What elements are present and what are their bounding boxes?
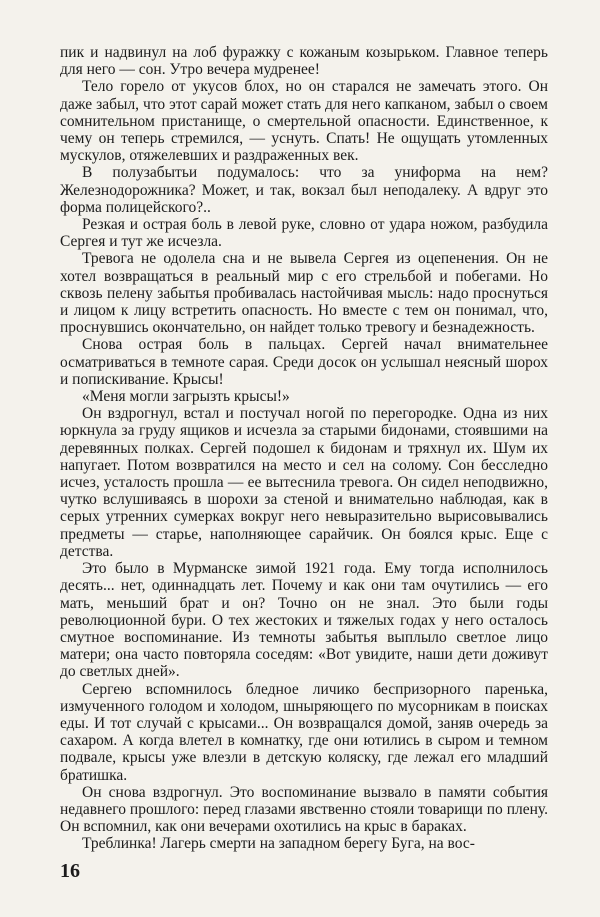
paragraph-11: Он снова вздрогнул. Это воспоминание вызвало в памяти события недавнего прошлого: перед глазами явственно стояли товарищи по плену. Он вспомнил, как они вечерами охотились на крыс в бараках.	[60, 783, 548, 836]
paragraph-7: «Меня могли загрызть крысы!»	[82, 388, 290, 406]
paragraph-4: Резкая и острая боль в левой руке, словно от удара ножом, разбудила Сергея и тут же исчезла.	[60, 216, 548, 251]
paragraph-3: В полузабытьи подумалось: что за униформа на нем? Железнодорожника? Может, и так, вокзал был неподалеку. А вдруг это форма полицейского?..	[60, 164, 548, 216]
paragraph-12: Треблинка! Лагерь смерти на западном берегу Буга, на вос-	[82, 835, 475, 853]
paragraph-9: Это было в Мурманске зимой 1921 года. Ему тогда исполнилось десять... нет, одиннадцать лет. Почему и как они там очутились — его мать, меньший брат и он? Точно он не знал. Это были годы революционной бури. О тех жестоких и тяжелых годах у него осталось смутное воспоминание. Из темноты забытья выплыло светлое лицо матери; она часто повторяла соседям: «Вот увидите, наши дети доживут до светлых дней».	[60, 560, 548, 681]
paragraph-2: Тело горело от укусов блох, но он старался не замечать этого. Он даже забыл, что этот сарай может стать для него капканом, забыл о своем сомнительном пристанище, о смертельной опасности. Единственное, к чему он теперь стремился, — уснуть. Спать! Не ощущать утомленных мускулов, отяжелевших и раздраженных век.	[60, 78, 548, 165]
paragraph-5: Тревога не одолела сна и не вывела Сергея из оцепенения. Он не хотел возвращаться в реальный мир с его стрельбой и побегами. Но сквозь пелену забытья пробивалась настойчивая мысль: надо проснуться и лицом к лицу встретить опасность. Но вместе с тем он понимал, что, проснувшись окончательно, он найдет только тревогу и безнадежность.	[60, 250, 548, 337]
paragraph-6: Снова острая боль в пальцах. Сергей начал внимательнее осматриваться в темноте сарая. Среди досок он услышал неясный шорох и попискивание. Крысы!	[60, 336, 548, 388]
paragraph-1: пик и надвинул на лоб фуражку с кожаным козырьком. Главное теперь для него — сон. Утро вечера мудренее!	[60, 44, 548, 79]
paragraph-10: Сергею вспомнилось бледное личико беспризорного паренька, измученного голодом и холодом, шныряющего по мусорникам в поисках еды. И тот случай с крысами... Он возвращался домой, заняв очередь за сахаром. А когда влетел в комнатку, где они ютились в сыром и темном подвале, крысы уже влезли в детскую коляску, где лежал его младший братишка.	[60, 680, 548, 784]
page-body	[60, 44, 548, 853]
page-number: 16	[60, 860, 80, 882]
paragraph-8: Он вздрогнул, встал и постучал ногой по перегородке. Одна из них юркнула за груду ящиков и исчезла за старыми бидонами, стоявшими на деревянных полках. Сергей подошел к бидонам и тряхнул их. Шум их напугает. Потом возвратился на место и сел на солому. Сон бесследно исчез, усталость прошла — ее вытеснила тревога. Он сидел неподвижно, чутко вслушиваясь в шорохи за стеной и внимательно наблюдая, как в серых утренних сумерках вокруг него невыразительно вырисовывались предметы — старье, наполняющее сарайчик. Он боялся крыс. Еще с детства.	[60, 405, 548, 560]
